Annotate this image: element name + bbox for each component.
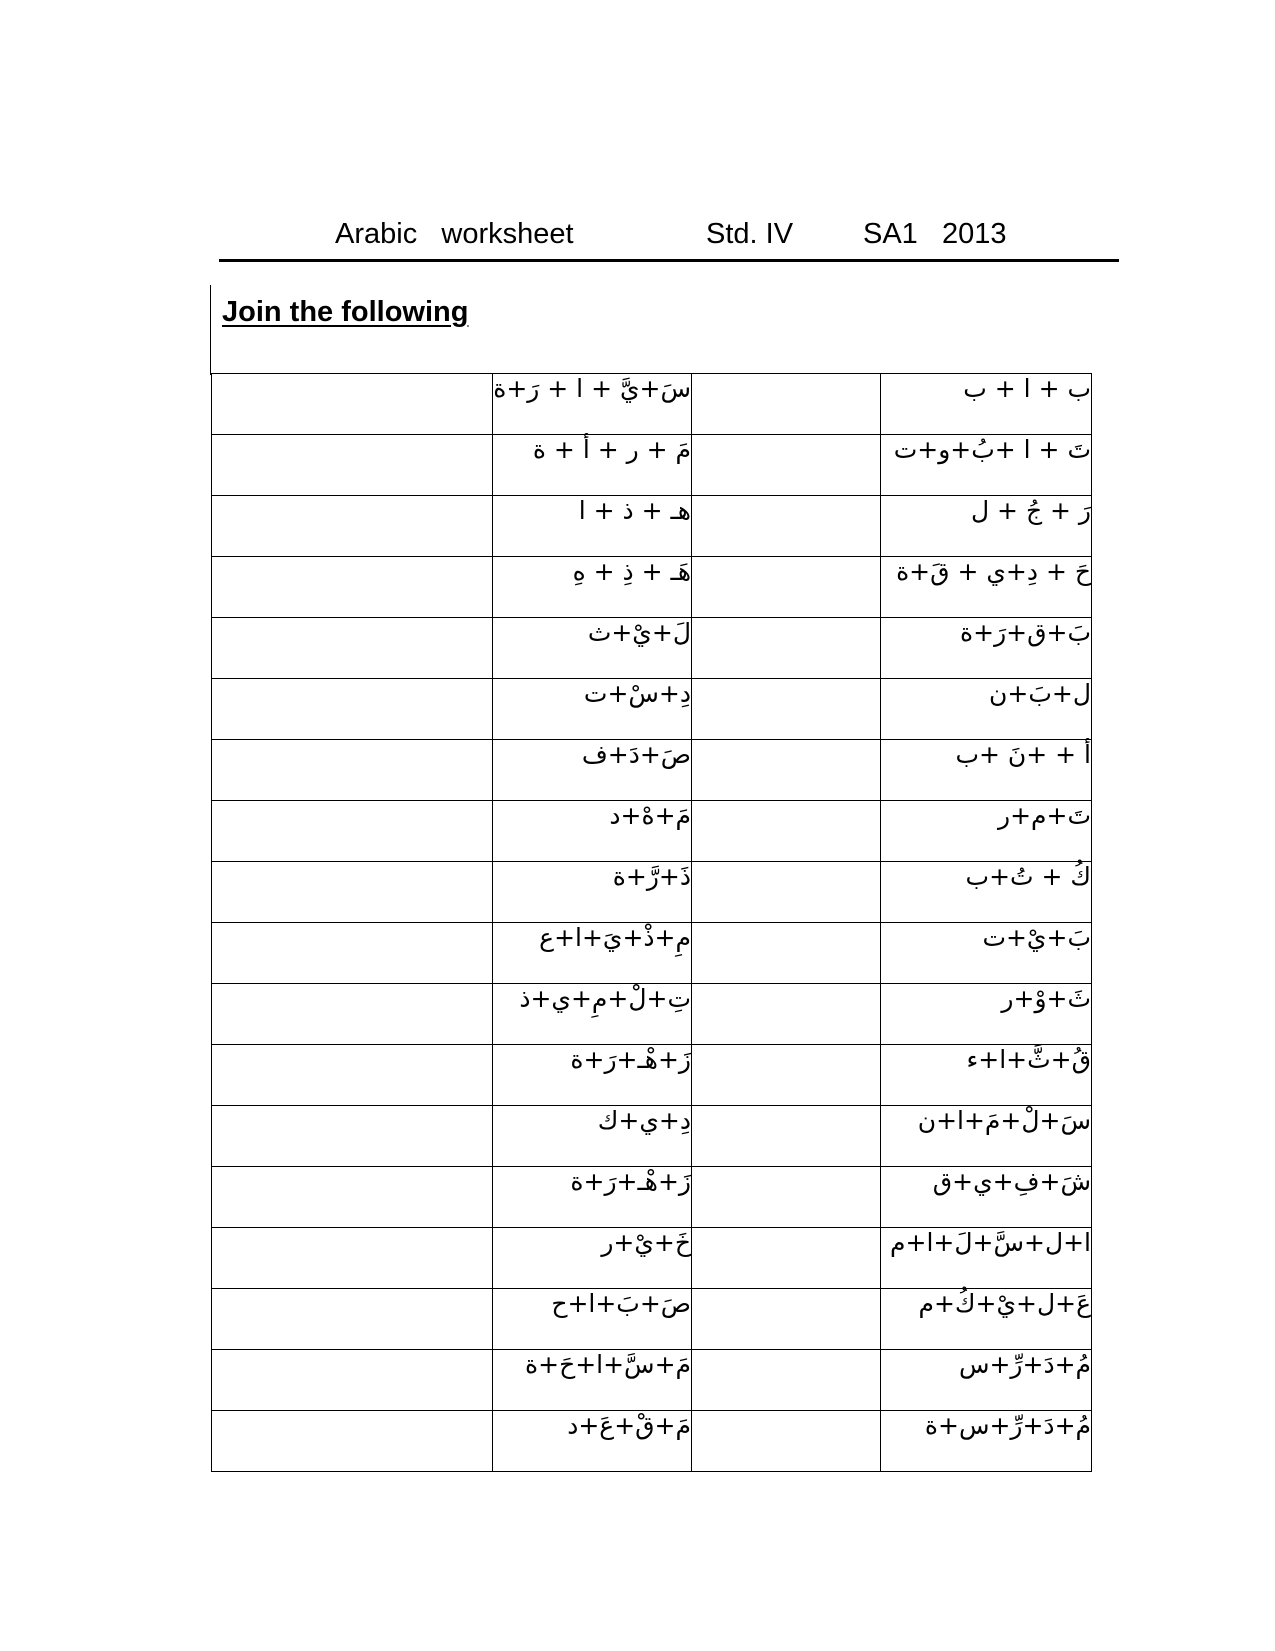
answer-cell-left[interactable] xyxy=(212,1228,493,1289)
table-row xyxy=(212,374,1092,435)
middle-word-parts: لَ+يْ+ث xyxy=(493,618,692,679)
answer-cell-middle[interactable] xyxy=(692,923,881,984)
right-word-parts: عَ+ل+يْ+كُ+م xyxy=(881,1289,1092,1350)
header-standard: Std. IV xyxy=(706,218,794,250)
table-row xyxy=(212,984,1092,1045)
answer-cell-left[interactable] xyxy=(212,862,493,923)
right-word-parts: بَ+ق+رَ+ة xyxy=(881,618,1092,679)
answer-cell-left[interactable] xyxy=(212,618,493,679)
right-word-parts: تَ + ا +بُ+و+ت xyxy=(881,435,1092,496)
answer-cell-left[interactable] xyxy=(212,923,493,984)
right-word-parts: رَ + جُ + ل xyxy=(881,496,1092,557)
middle-word-parts: ذَ+رَّ+ة xyxy=(493,862,692,923)
answer-cell-middle[interactable] xyxy=(692,1045,881,1106)
table-row xyxy=(212,1289,1092,1350)
right-word-parts: ا+ل+سَّ+لَ+ا+م xyxy=(881,1228,1092,1289)
header-divider xyxy=(219,259,1119,262)
table-row xyxy=(212,496,1092,557)
worksheet-header xyxy=(0,218,1275,258)
middle-word-parts: تِ+لْ+مِ+ي+ذ xyxy=(493,984,692,1045)
answer-cell-left[interactable] xyxy=(212,1106,493,1167)
middle-word-parts: هَـ + ذِ + هِ xyxy=(493,557,692,618)
middle-word-parts: مَ+هْ+د xyxy=(493,801,692,862)
answer-cell-middle[interactable] xyxy=(692,984,881,1045)
table-row xyxy=(212,740,1092,801)
answer-cell-middle[interactable] xyxy=(692,801,881,862)
middle-word-parts: هـ + ذ + ا xyxy=(493,496,692,557)
answer-cell-middle[interactable] xyxy=(692,1411,881,1472)
answer-cell-middle[interactable] xyxy=(692,1106,881,1167)
middle-word-parts: زَ+هْـ+رَ+ة xyxy=(493,1045,692,1106)
answer-cell-middle[interactable] xyxy=(692,496,881,557)
answer-cell-middle[interactable] xyxy=(692,1167,881,1228)
answer-cell-left[interactable] xyxy=(212,1350,493,1411)
answer-cell-left[interactable] xyxy=(212,740,493,801)
table-row xyxy=(212,862,1092,923)
right-word-parts: حَ + دِ+ي + قَ+ة xyxy=(881,557,1092,618)
table-row xyxy=(212,679,1092,740)
answer-cell-middle[interactable] xyxy=(692,740,881,801)
answer-cell-left[interactable] xyxy=(212,801,493,862)
answer-cell-left[interactable] xyxy=(212,984,493,1045)
answer-cell-left[interactable] xyxy=(212,679,493,740)
answer-cell-middle[interactable] xyxy=(692,1289,881,1350)
answer-cell-middle[interactable] xyxy=(692,618,881,679)
middle-word-parts: دِ+سْ+ت xyxy=(493,679,692,740)
right-word-parts: كُ + تُ+ب xyxy=(881,862,1092,923)
answer-cell-middle[interactable] xyxy=(692,862,881,923)
header-subject: Arabic worksheet xyxy=(335,218,574,250)
right-word-parts: ب + ا + ب xyxy=(881,374,1092,435)
table-row xyxy=(212,618,1092,679)
right-word-parts: مُ+دَ+رِّ+س+ة xyxy=(881,1411,1092,1472)
right-word-parts: شَ+فِ+ي+ق xyxy=(881,1167,1092,1228)
right-word-parts: قُ+ثَّ+ا+ء xyxy=(881,1045,1092,1106)
answer-cell-left[interactable] xyxy=(212,557,493,618)
middle-word-parts: مِ+ذْ+يَ+ا+ع xyxy=(493,923,692,984)
middle-word-parts: مَ+قْ+عَ+د xyxy=(493,1411,692,1472)
answer-cell-middle[interactable] xyxy=(692,374,881,435)
table-row xyxy=(212,1167,1092,1228)
answer-cell-left[interactable] xyxy=(212,435,493,496)
middle-word-parts: مَ+سَّ+ا+حَ+ة xyxy=(493,1350,692,1411)
table-row xyxy=(212,801,1092,862)
table-row xyxy=(212,923,1092,984)
right-word-parts: ثَ+وْ+ر xyxy=(881,984,1092,1045)
answer-cell-middle[interactable] xyxy=(692,1350,881,1411)
middle-word-parts: صَ+بَ+ا+ح xyxy=(493,1289,692,1350)
middle-word-parts: سَ+يَّ + ا + رَ+ة xyxy=(493,374,692,435)
right-word-parts: تَ+م+ر xyxy=(881,801,1092,862)
table-row xyxy=(212,1411,1092,1472)
middle-word-parts: خَ+يْ+ر xyxy=(493,1228,692,1289)
answer-cell-left[interactable] xyxy=(212,374,493,435)
answer-cell-left[interactable] xyxy=(212,496,493,557)
answer-cell-left[interactable] xyxy=(212,1167,493,1228)
table-row xyxy=(212,557,1092,618)
table-row xyxy=(212,1228,1092,1289)
answer-cell-left[interactable] xyxy=(212,1411,493,1472)
middle-word-parts: زَ+هْـ+رَ+ة xyxy=(493,1167,692,1228)
answer-cell-middle[interactable] xyxy=(692,679,881,740)
middle-word-parts: صَ+دَ+ف xyxy=(493,740,692,801)
section-title: Join the following xyxy=(222,296,469,328)
right-word-parts: أ + +نَ +ب xyxy=(881,740,1092,801)
answer-cell-middle[interactable] xyxy=(692,557,881,618)
middle-word-parts: دِ+ي+ك xyxy=(493,1106,692,1167)
answer-cell-middle[interactable] xyxy=(692,435,881,496)
table-row xyxy=(212,1045,1092,1106)
answer-cell-left[interactable] xyxy=(212,1045,493,1106)
right-word-parts: بَ+يْ+ت xyxy=(881,923,1092,984)
header-term: SA1 2013 xyxy=(863,218,1007,250)
table-row xyxy=(212,1350,1092,1411)
answer-cell-left[interactable] xyxy=(212,1289,493,1350)
right-word-parts: سَ+لْ+مَ+ا+ن xyxy=(881,1106,1092,1167)
title-border xyxy=(210,285,211,375)
right-word-parts: مُ+دَ+رِّ+س xyxy=(881,1350,1092,1411)
table-row xyxy=(212,1106,1092,1167)
matching-table xyxy=(211,373,1092,1472)
middle-word-parts: مَ + ر + أ + ة xyxy=(493,435,692,496)
answer-cell-middle[interactable] xyxy=(692,1228,881,1289)
right-word-parts: ل+بَ+ن xyxy=(881,679,1092,740)
table-row xyxy=(212,435,1092,496)
